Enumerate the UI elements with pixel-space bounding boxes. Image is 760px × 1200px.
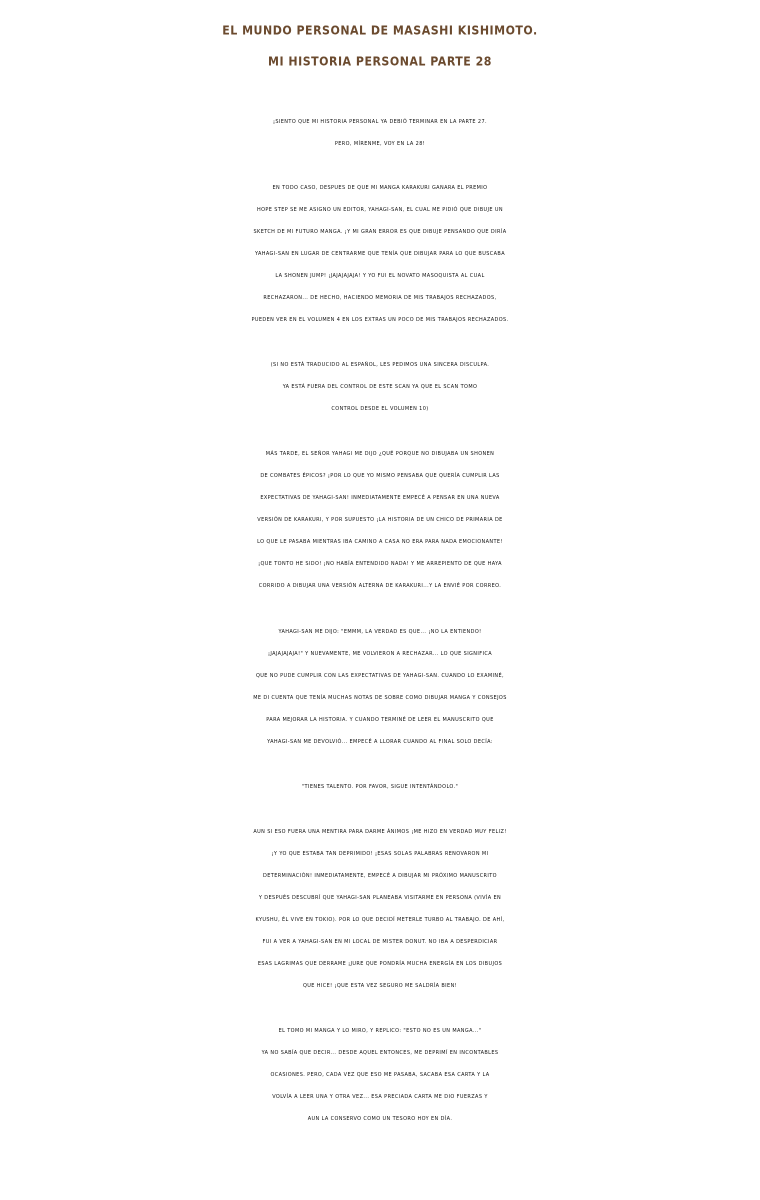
paragraph-7-line: FUI A VER A YAHAGI-SAN EN MI LOCAL DE MISTER DONUT. NO IBA A DESPERDICIAR bbox=[262, 939, 498, 945]
paragraph-7-line: DETERMINACIÓN! INMEDIATAMENTE, EMPECÉ A DIBUJAR MI PRÓXIMO MANUSCRITO bbox=[263, 873, 497, 879]
paragraph-3-line: YA ESTÁ FUERA DEL CONTROL DE ESTE SCAN YA QUE EL SCAN TOMO bbox=[282, 384, 478, 390]
paragraph-4-line: LO QUE LE PASABA MIENTRAS IBA CAMINO A CASA NO ERA PARA NADA EMOCIONANTE! bbox=[257, 539, 503, 545]
paragraph-2-line: PUEDEN VER EN EL VOLUMEN 4 EN LOS EXTRAS UN POCO DE MIS TRABAJOS RECHAZADOS. bbox=[251, 317, 509, 323]
paragraph-2-line: YAHAGI-SAN EN LUGAR DE CENTRARME QUE TENÍA QUE DIBUJAR PARA LO QUE BUSCABA bbox=[254, 251, 506, 257]
paragraph-5-line: ¡JAJAJAJAJA!" Y NUEVAMENTE, ME VOLVIERON A RECHAZAR... LO QUE SIGNIFICA bbox=[267, 651, 492, 657]
paragraph-7-line: ESAS LAGRIMAS QUE DERRAME ¡JURE QUE PONDRÍA MUCHA ENERGÍA EN LOS DIBUJOS bbox=[257, 961, 503, 967]
paragraph-3-line: (SI NO ESTÁ TRADUCIDO AL ESPAÑOL, LES PEDIMOS UNA SINCERA DISCULPA. bbox=[270, 362, 490, 368]
paragraph-4-line: DE COMBATES ÉPICOS? ¡POR LO QUE YO MISMO PENSABA QUE QUERÍA CUMPLIR LAS bbox=[260, 473, 500, 479]
paragraph-4-line: EXPECTATIVAS DE YAHAGI-SAN! INMEDIATAMENTE EMPECÉ A PENSAR EN UNA NUEVA bbox=[260, 495, 500, 501]
paragraph-5-line: PARA MEJORAR LA HISTORIA. Y CUANDO TERMINÉ DE LEER EL MANUSCRITO QUE bbox=[266, 717, 494, 723]
paragraph-5-line: YAHAGI-SAN ME DEVOLVIÓ... EMPECÉ A LLORAR CUANDO AL FINAL SOLO DECÍA: bbox=[267, 739, 493, 745]
page-title-line-2: MI HISTORIA PERSONAL PARTE 28 bbox=[268, 54, 492, 69]
paragraph-7-line: QUE HICE! ¡QUE ESTA VEZ SEGURO ME SALDRÍA BIEN! bbox=[302, 983, 458, 989]
paragraph-7-line: Y DESPUÉS DESCUBRÍ QUE YAHAGI-SAN PLANEABA VISITARME EN PERSONA (VIVÍA EN bbox=[258, 895, 502, 901]
paragraph-5-line: QUE NO PUDE CUMPLIR CON LAS EXPECTATIVAS DE YAHAGI-SAN. CUANDO LO EXAMINÉ, bbox=[255, 673, 505, 679]
paragraph-3-line: CONTROL DESDE EL VOLUMEN 10) bbox=[331, 406, 429, 412]
paragraph-8-line: YA NO SABÍA QUE DECIR... DESDE AQUEL ENTONCES, ME DEPRIMÍ EN INCONTABLES bbox=[261, 1050, 499, 1056]
paragraph-8-line: VOLVÍA A LEER UNA Y OTRA VEZ... ESA PRECIADA CARTA ME DIO FUERZAS Y bbox=[272, 1094, 488, 1100]
paragraph-2-line: EN TODO CASO, DESPUES DE QUE MI MANGA KARAKURI GANARA EL PREMIO bbox=[272, 185, 488, 191]
paragraph-2-line: LA SHONEN JUMP! ¡JAJAJAJAJA! Y YO FUI EL NOVATO MASOQUISTA AL CUAL bbox=[275, 273, 485, 279]
paragraph-2-line: HOPE STEP SE ME ASIGNO UN EDITOR, YAHAGI-SAN, EL CUAL ME PIDIÓ QUE DIBUJE UN bbox=[256, 207, 504, 213]
paragraph-4-line: ¡QUE TONTO HE SIDO! ¡NO HABÍA ENTENDIDO NADA! Y ME ARREPIENTO DE QUE HAYA bbox=[258, 561, 502, 567]
page-title-line-1: EL MUNDO PERSONAL DE MASASHI KISHIMOTO. bbox=[222, 23, 538, 38]
quote-line: "TIENES TALENTO. POR FAVOR, SIGUE INTENTÁNDOLO." bbox=[301, 784, 459, 790]
paragraph-8-line: AUN LA CONSERVO COMO UN TESORO HOY EN DÍA. bbox=[307, 1116, 453, 1122]
paragraph-4-line: MÁS TARDE, EL SEÑOR YAHAGI ME DIJO ¿QUÉ PORQUE NO DIBUJABA UN SHONEN bbox=[265, 451, 495, 457]
paragraph-1-line: PERO, MÍRENME, VOY EN LA 28! bbox=[334, 141, 426, 147]
paragraph-7-line: AUN SI ESO FUERA UNA MENTIRA PARA DARME ÁNIMOS ¡ME HIZO EN VERDAD MUY FELIZ! bbox=[253, 829, 507, 835]
paragraph-8-line: EL TOMO MI MANGA Y LO MIRO, Y REPLICO: "ESTO NO ES UN MANGA..." bbox=[278, 1028, 482, 1034]
paragraph-4-line: VERSIÓN DE KARAKURI, Y POR SUPUESTO ¡LA HISTORIA DE UN CHICO DE PRIMARIA DE bbox=[257, 517, 503, 523]
paragraph-7-line: ¡Y YO QUE ESTABA TAN DEPRIMIDO! ¡ESAS SOLAS PALABRAS RENOVARON MI bbox=[271, 851, 489, 857]
paragraph-1-line: ¡SIENTO QUE MI HISTORIA PERSONAL YA DEBIÓ TERMINAR EN LA PARTE 27. bbox=[273, 119, 487, 125]
paragraph-8-line: OCASIONES. PERO, CADA VEZ QUE ESO ME PASABA, SACABA ESA CARTA Y LA bbox=[270, 1072, 490, 1078]
paragraph-5-line: YAHAGI-SAN ME DIJO: "EMMM, LA VERDAD ES QUE... ¡NO LA ENTIENDO! bbox=[278, 629, 482, 635]
paragraph-2-line: SKETCH DE MI FUTURO MANGA. ¡Y MI GRAN ERROR ES QUE DIBUJE PENSANDO QUE DIRÍA bbox=[253, 229, 507, 235]
paragraph-5-line: ME DI CUENTA QUE TENÍA MUCHAS NOTAS DE SOBRE COMO DIBUJAR MANGA Y CONSEJOS bbox=[253, 695, 507, 701]
paragraph-4-line: CORRIDO A DIBUJAR UNA VERSIÓN ALTERNA DE KARAKURI...Y LA ENVIÉ POR CORREO. bbox=[258, 583, 502, 589]
paragraph-7-line: KYUSHU, ÉL VIVE EN TOKIO). POR LO QUE DECIDÍ METERLE TURBO AL TRABAJO. DE AHÍ, bbox=[255, 917, 505, 923]
paragraph-2-line: RECHAZARON... DE HECHO, HACIENDO MEMORIA DE MIS TRABAJOS RECHAZADOS, bbox=[263, 295, 497, 301]
